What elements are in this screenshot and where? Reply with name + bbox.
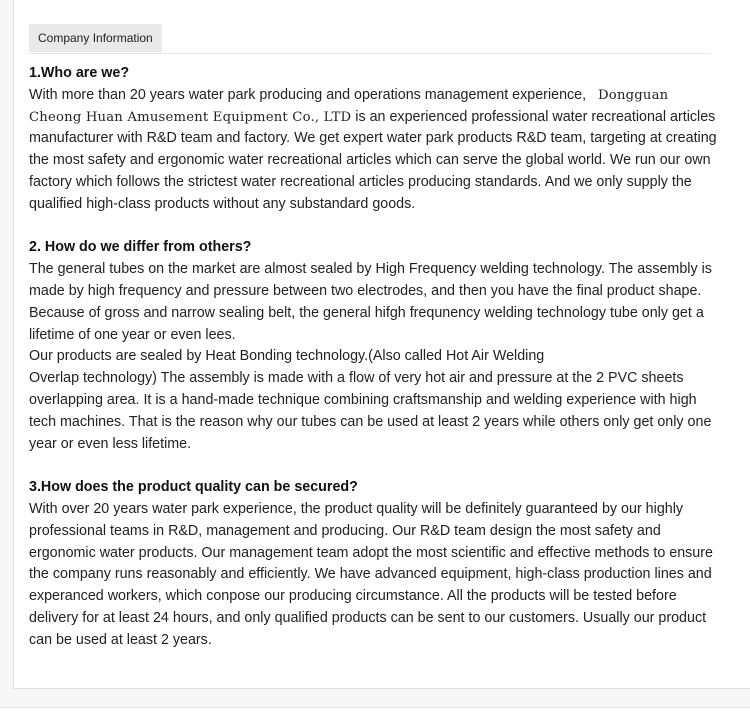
company-info-panel xyxy=(13,0,750,689)
spacer xyxy=(29,216,719,238)
company-info-content xyxy=(29,63,719,652)
section-heading-quality: 3.How does the product quality can be secured? xyxy=(29,479,358,496)
section-body-differ-2-line1: Our products are sealed by Heat Bonding technology.(Also called Hot Air Welding xyxy=(29,348,545,365)
section-heading-differ: 2. How do we differ from others? xyxy=(29,239,252,256)
tab-company-information[interactable]: Company Information xyxy=(29,24,162,52)
company-name: Dongguan Cheong Huan Amusement Equipment Co., LTD xyxy=(29,87,669,125)
spacer xyxy=(29,455,719,477)
section-body-who-are-we xyxy=(29,85,719,216)
body-text: With more than 20 years water park producing and operations management experience, xyxy=(29,86,587,103)
section-body-differ-2-rest: Overlap technology) The assembly is made with a flow of very hot air and pressure at the 2 PVC sheets overlapping area. It is a hand-made technique combining craftsmanship and welding experience with high tech machines. That is the reason why our tubes can be used at least 2 years while others only get only one year or even less lifetime. xyxy=(29,370,712,452)
body-text: is an experienced professional water recreational articles manufacturer with R&D team and factory. We get expert water park products R&D team, targeting at creating the most safety and ergonomic water recreational articles which can serve the global world. We run our own factory which follows the strictest water recreational articles producing standards. And we only supply the qualified high-class products without any substandard goods. xyxy=(29,108,717,212)
tab-bar xyxy=(29,24,711,54)
section-heading-who-are-we: 1.Who are we? xyxy=(29,65,130,81)
section-body-differ-1: The general tubes on the market are almost sealed by High Frequency welding technology. The assembly is made by high frequency and pressure between two electrodes, and then you have the final product shape. Because of gross and narrow sealing belt, the general hifgh frequnency welding technology tube only get a lifetime of one year or even lees. xyxy=(29,261,712,343)
section-body-quality: With over 20 years water park experience, the product quality will be definitely guaranteed by our highly professional teams in R&D, management and producing. Our R&D team design the most safety and ergonomic water products. Our management team adopt the most scientific and effective methods to ensure the company runs reasonably and efficiently. We have advanced equipment, high-class production lines and experanced workers, which conpose our producing circumstance. All the products will be tested before delivery for at least 24 hours, and only qualified products can be sent to our customers. Usually our product can be used at least 2 years. xyxy=(29,500,713,648)
